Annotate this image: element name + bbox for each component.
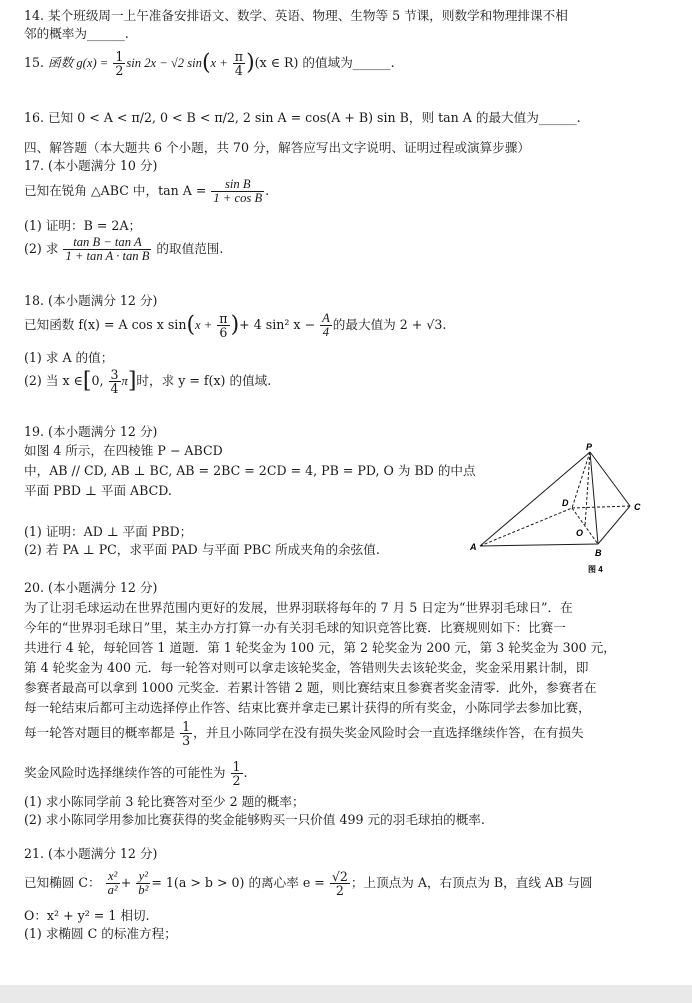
q17-heading: 17. (本小题满分 10 分) [24, 158, 158, 173]
q20-part2: (2) 求小陈同学用参加比赛获得的奖金能够购买一只价值 499 元的羽毛球拍的概率. [24, 812, 485, 827]
q19-line3: 平面 PBD ⊥ 平面 ABCD. [24, 483, 172, 498]
q21-y2-fraction: $\frac{\text{y²}}{\text{b²}}$ [138, 869, 149, 897]
label-A: A [470, 542, 477, 552]
pyramid-figure [460, 440, 680, 580]
q17-given: 已知在锐角 △ABC 中，tan A = $\frac{\text{sin B}}{\text{1 + cos B}}$ . [24, 177, 270, 205]
edge-AD [480, 508, 572, 546]
q15-number: 15. [24, 55, 45, 70]
q20-line3: 共进行 4 轮，每轮回答 1 道题．第 1 轮奖金为 100 元，第 2 轮奖金为 200 元，第 3 轮奖金为 300 元， [24, 640, 616, 655]
page-footer-bar [0, 985, 692, 1003]
q15-half-fraction: $\frac{1}{2}$ [115, 49, 124, 78]
q15-tail: (x ∈ R) 的值域为______. [254, 55, 395, 70]
q20-line1: 为了让羽毛球运动在世界范围内更好的发展，世界羽联将每年的 7 月 5 日定为“世界羽毛球日”．在 [24, 600, 573, 615]
edge-PB [590, 452, 598, 544]
q20-line4: 第 4 轮奖金为 400 元．每一轮答对则可以拿走该轮奖金，答错则失去该轮奖金，奖金采用累计制，即 [24, 660, 589, 675]
q18-part1: (1) 求 A 的值； [24, 350, 114, 365]
q18-A-quarter-fraction: $\frac{A}{4}$ [322, 311, 330, 339]
q18-part2: (2) 当 x ∈[0, $\frac{3}{4}$ π]时，求 y = f(x) 的值域. [24, 367, 272, 396]
q15-line: 15. 函数 g(x) = $\frac{1}{2}$ sin 2x − √2 sin(x + $\frac{\pi}{4}$ )(x ∈ R) 的值域为______. [24, 49, 395, 78]
section-heading-answers: 四、解答题（本大题共 6 个小题，共 70 分，解答应写出文字说明、证明过程或演算步骤） [24, 140, 531, 155]
q21-given: 已知椭圆 C： $\frac{\text{x²}}{\text{a²}}$ + $\frac{\text{y²}}{\text{b²}}$ = 1(a > b > 0) 的离心率 e = $\frac{√2}{2}$ ；上顶点为 A，右顶点为 B，直线 AB 与圆 [24, 869, 593, 898]
q21-x2-fraction: $\frac{\text{x²}}{\text{a²}}$ [107, 869, 118, 897]
q21-eccentricity-fraction: $\frac{√2}{2}$ [331, 869, 348, 898]
figure-caption: 图 4 [588, 565, 603, 574]
q19-part2: (2) 若 PA ⊥ PC，求平面 PAD 与平面 PBC 所成夹角的余弦值. [24, 542, 380, 557]
label-P: P [586, 442, 593, 452]
q15-function-label: 函数 g(x) = [48, 56, 109, 70]
q15-pi-fraction: $\frac{\pi}{4}$ [234, 49, 244, 78]
q20-line6: 每一轮结束后都可主动选择停止作答、结束比赛并拿走已累计获得的所有奖金，小陈同学去参加比赛， [24, 700, 591, 715]
q20-line5: 参赛者最高可以拿到 1000 元奖金．若累计答错 2 题，则比赛结束且参赛者奖金清零．此外，参赛者在 [24, 680, 597, 695]
q14-line2: 邻的概率为______. [24, 26, 129, 41]
q17-tanA-fraction: $\frac{\text{sin B}}{\text{1 + cos B}}$ [213, 177, 263, 205]
edge-DB [572, 508, 598, 544]
label-C: C [634, 502, 641, 512]
edge-DC [572, 506, 630, 508]
edge-BC [598, 506, 630, 544]
q19-line2: 中，AB // CD, AB ⊥ BC, AB = 2BC = 2CD = 4, PB = PD, O 为 BD 的中点 [24, 463, 476, 478]
q20-heading: 20. (本小题满分 12 分) [24, 580, 158, 595]
q21-heading: 21. (本小题满分 12 分) [24, 846, 158, 861]
label-O: O [576, 528, 584, 538]
edge-PA [480, 452, 590, 546]
label-B: B [595, 548, 602, 558]
q20-line7: 每一轮答对题目的概率都是 $\frac{1}{3}$ ，并且小陈同学在没有损失奖金风险时会一直选择继续作答，在有损失 [24, 719, 584, 748]
q19-line1: 如图 4 所示，在四棱锥 P − ABCD [24, 443, 223, 458]
q18-given: 已知函数 f(x) = A cos x sin(x + $\frac{\pi}{6}$ )+ 4 sin² x − $\frac{A}{4}$ 的最大值为 2 + √3. [24, 311, 447, 340]
q18-heading: 18. (本小题满分 12 分) [24, 293, 158, 308]
edge-AB [480, 544, 598, 546]
q20-one-third-fraction: $\frac{1}{3}$ [182, 719, 191, 748]
q18-pi-sixth-fraction: $\frac{\pi}{6}$ [219, 311, 228, 340]
q20-line2: 今年的“世界羽毛球日”里，某主办方打算一办有关羽毛球的知识竞答比赛．比赛规则如下：比赛一 [24, 620, 566, 635]
edge-PC [590, 452, 630, 506]
q17-part1: (1) 证明：B = 2A； [24, 218, 142, 233]
q20-line8: 奖金风险时选择继续作答的可能性为 $\frac{1}{2}$ . [24, 759, 248, 788]
q17-part2: (2) 求 $\frac{\text{tan B − tan A}}{\text{1 + tan A · tan B}}$ 的取值范围. [24, 235, 224, 263]
q18-interval-fraction: $\frac{3}{4}$ [110, 367, 119, 396]
edge-PD [572, 452, 590, 508]
q15-sin-term: sin 2x − √2 sin [126, 56, 202, 70]
edge-PO [585, 452, 590, 526]
q14-line1: 14. 某个班级周一上午准备安排语文、数学、英语、物理、生物等 5 节课，则数学和物理排课不相 [24, 8, 568, 23]
q19-heading: 19. (本小题满分 12 分) [24, 424, 158, 439]
q21-line2: O：x² + y² = 1 相切. [24, 908, 150, 923]
q19-part1: (1) 证明：AD ⊥ 平面 PBD； [24, 524, 193, 539]
q20-part1: (1) 求小陈同学前 3 轮比赛答对至少 2 题的概率； [24, 794, 305, 809]
q17-tan-diff-fraction: $\frac{\text{tan B − tan A}}{\text{1 + tan A · tan B}}$ [65, 235, 150, 263]
q21-part1: (1) 求椭圆 C 的标准方程； [24, 926, 177, 941]
label-D: D [562, 498, 569, 508]
q16-line: 16. 已知 0 < A < π/2, 0 < B < π/2, 2 sin A = cos(A + B) sin B，则 tan A 的最大值为______. [24, 110, 581, 125]
q20-one-half-fraction: $\frac{1}{2}$ [232, 759, 241, 788]
